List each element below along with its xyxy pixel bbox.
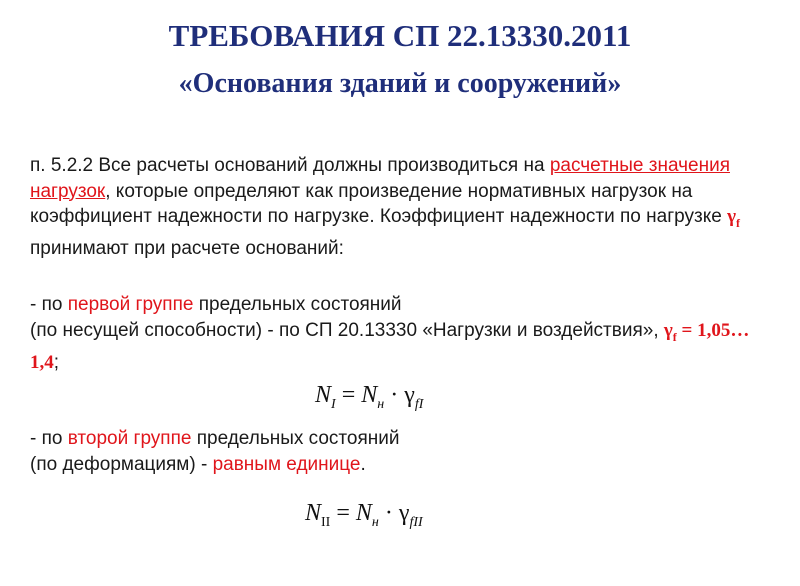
p2-text-d: ; xyxy=(53,351,60,373)
f2-dot: · xyxy=(378,500,399,526)
f1-n-sub: н xyxy=(377,396,385,412)
paragraph-5-2-2 xyxy=(30,153,775,262)
p3-text-b: предельных состояний xyxy=(191,428,400,449)
gamma-subscript: f xyxy=(735,215,740,230)
p3-text-c: (по деформациям) - xyxy=(30,453,213,475)
f1-equals: = xyxy=(335,382,362,408)
design-loads-term: расчетные значения нагрузок xyxy=(30,155,730,202)
formula-first-group xyxy=(315,382,423,413)
slide-subtitle: «Основания зданий и сооружений» xyxy=(178,68,622,99)
gamma-subscript: f xyxy=(672,329,677,344)
p1-text-a: п. 5.2.2 Все расчеты оснований должны производиться на xyxy=(30,155,550,176)
f2-n-sub: н xyxy=(371,514,379,530)
formula-second-group xyxy=(305,500,423,531)
f1-dot: · xyxy=(384,382,405,408)
p2-text-a: - по xyxy=(30,294,68,315)
second-group-term: второй группе xyxy=(67,428,192,449)
p1-text-b: , которые определяют как произведение нормативных нагрузок на коэффициент надежности по нагрузке. Коэффициент надежности по нагрузке xyxy=(30,180,728,227)
f1-gamma: γ xyxy=(404,382,415,408)
f2-n: N xyxy=(355,500,372,526)
second-group-paragraph xyxy=(30,426,775,477)
f2-gamma: γ xyxy=(398,500,410,526)
gamma-value: = 1,05…1,4 xyxy=(30,319,750,373)
gamma-letter: γ xyxy=(663,319,673,341)
f2-lhs-sub: II xyxy=(321,514,331,530)
equal-to-one-term: равным единице xyxy=(212,453,361,475)
p2-text-c: (по несущей способности) - по СП 20.13330 «Нагрузки и воздействия», xyxy=(30,319,664,341)
p1-text-c: принимают при расчете оснований: xyxy=(30,238,344,260)
first-group-paragraph xyxy=(30,292,775,375)
f1-lhs: N xyxy=(315,382,332,408)
p3-text-d: . xyxy=(360,453,366,475)
f1-gamma-sub: fI xyxy=(414,396,424,412)
p2-text-b: предельных состояний xyxy=(193,294,402,315)
f2-gamma-sub: fII xyxy=(409,514,423,530)
gamma-f-symbol xyxy=(727,206,740,230)
p3-text-a: - по xyxy=(30,428,68,449)
f1-lhs-sub: I xyxy=(331,396,336,412)
f1-n: N xyxy=(361,382,378,408)
f2-equals: = xyxy=(330,500,356,526)
f2-lhs: N xyxy=(305,500,322,526)
first-group-term: первой группе xyxy=(67,294,194,315)
gamma-letter: γ xyxy=(727,206,736,227)
slide-title: ТРЕБОВАНИЯ СП 22.13330.2011 xyxy=(168,18,632,53)
